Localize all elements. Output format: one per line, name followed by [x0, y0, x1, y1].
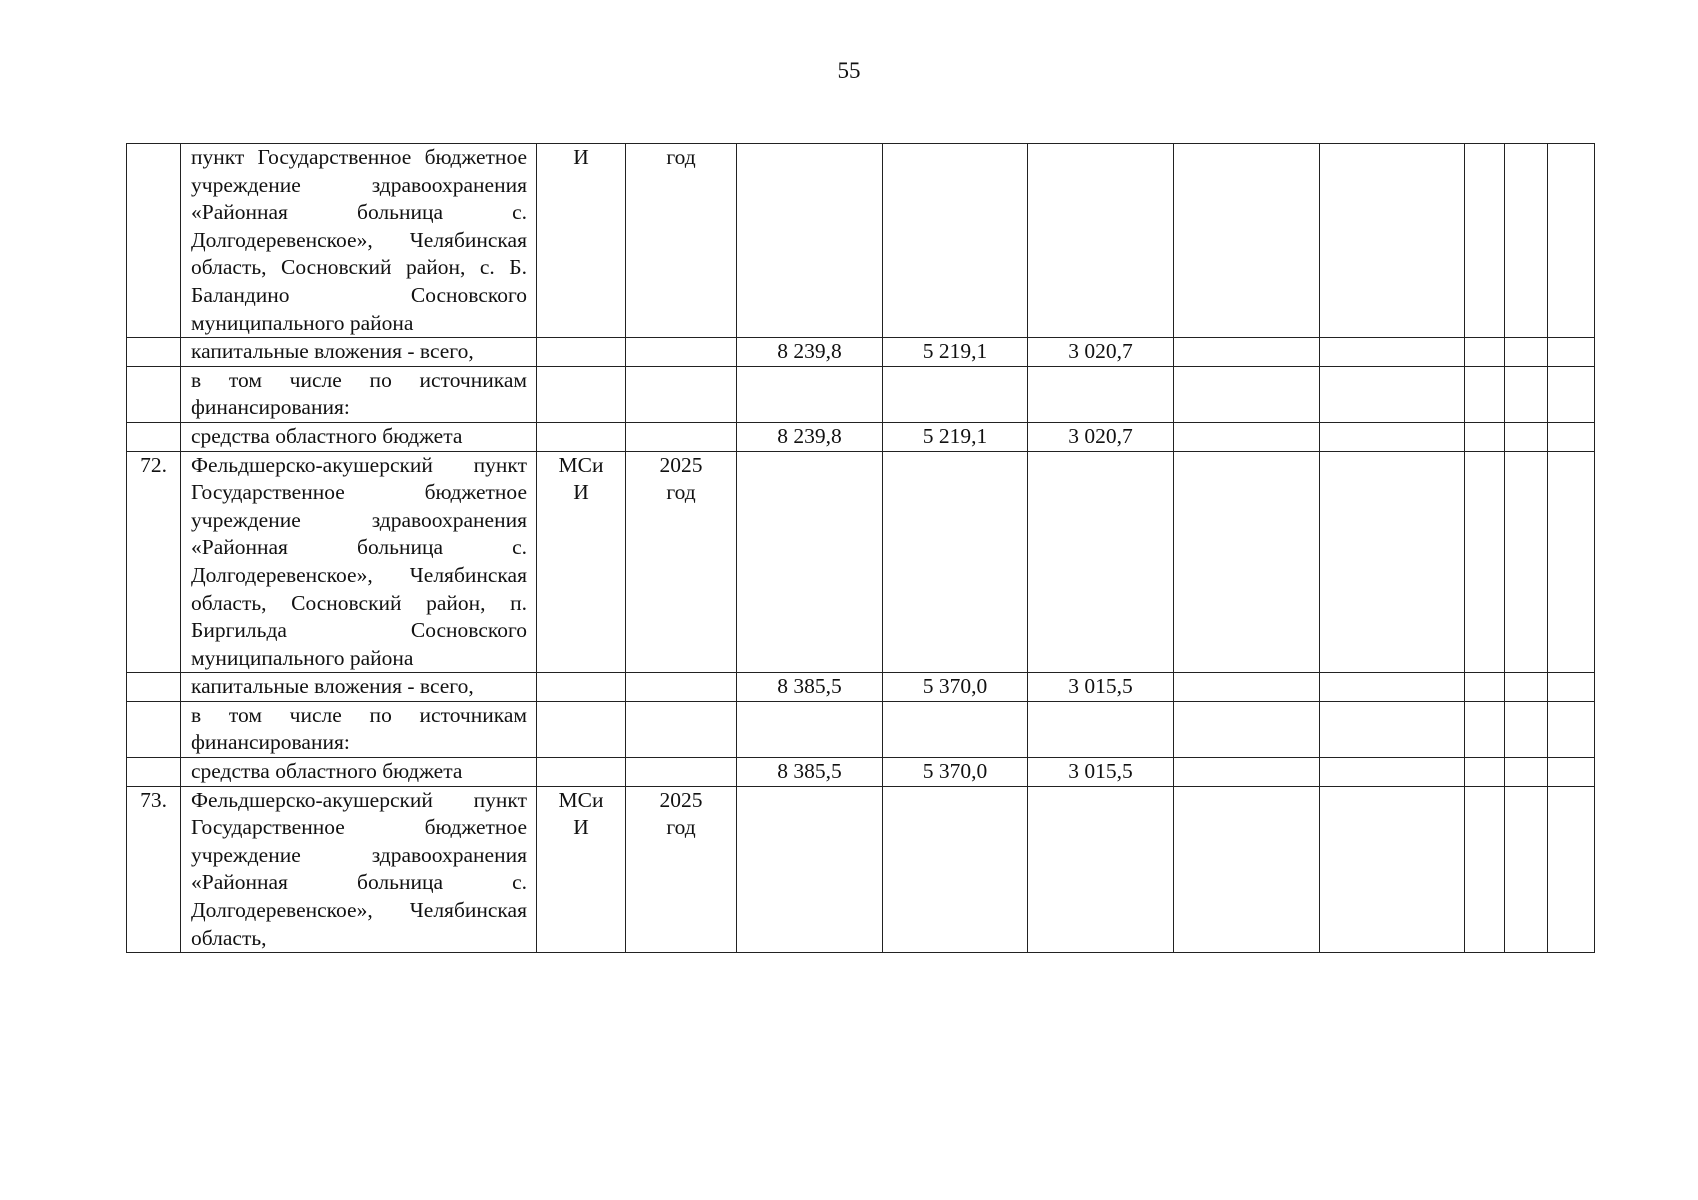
- table-row: [127, 144, 1595, 338]
- row-number-cell: [127, 338, 181, 367]
- row-description-cell: пункт Государственное бюджетное учреждение здравоохранения «Районная больница с. Долгодеревенское», Челябинская область, Сосновский район, с. Б. Баландино Сосновского муниципального района: [181, 144, 537, 338]
- row-number-cell: 72.: [127, 451, 181, 673]
- empty-cell: [1320, 144, 1465, 338]
- empty-cell: [1505, 144, 1548, 338]
- row-description-cell: капитальные вложения - всего,: [181, 338, 537, 367]
- empty-cell: [1505, 366, 1548, 422]
- empty-cell: [1505, 701, 1548, 757]
- empty-cell: [1505, 451, 1548, 673]
- empty-cell: [1548, 366, 1595, 422]
- empty-cell: [1465, 338, 1505, 367]
- cell-line: год: [666, 480, 696, 505]
- table-row: [127, 673, 1595, 702]
- row-code-cell: [537, 451, 626, 673]
- value-2026-cell: 3 020,7: [1028, 422, 1174, 451]
- table-row: [127, 701, 1595, 757]
- empty-cell: [1320, 451, 1465, 673]
- row-description-cell: в том числе по источникам финансирования:: [181, 366, 537, 422]
- empty-cell: [1465, 758, 1505, 787]
- row-code-cell: [537, 338, 626, 367]
- value-2025-cell: [883, 144, 1028, 338]
- empty-cell: [1505, 422, 1548, 451]
- empty-cell: [1465, 786, 1505, 953]
- empty-cell: [1465, 701, 1505, 757]
- value-2025-cell: 5 370,0: [883, 758, 1028, 787]
- empty-cell: [1174, 451, 1320, 673]
- cell-line: 2025: [659, 787, 703, 812]
- value-total-cell: [737, 451, 883, 673]
- row-year-cell: год: [626, 144, 737, 338]
- empty-cell: [1548, 144, 1595, 338]
- value-2025-cell: [883, 701, 1028, 757]
- empty-cell: [1320, 338, 1465, 367]
- empty-cell: [1174, 366, 1320, 422]
- empty-cell: [1320, 701, 1465, 757]
- value-2026-cell: 3 020,7: [1028, 338, 1174, 367]
- value-2025-cell: [883, 786, 1028, 953]
- empty-cell: [1465, 422, 1505, 451]
- cell-line: год: [666, 815, 696, 840]
- table-row: [127, 758, 1595, 787]
- empty-cell: [1174, 701, 1320, 757]
- row-number-cell: [127, 144, 181, 338]
- row-year-cell: [626, 758, 737, 787]
- empty-cell: [1548, 338, 1595, 367]
- value-2026-cell: [1028, 451, 1174, 673]
- value-2025-cell: 5 219,1: [883, 422, 1028, 451]
- value-total-cell: [737, 144, 883, 338]
- empty-cell: [1320, 786, 1465, 953]
- row-description-cell: средства областного бюджета: [181, 422, 537, 451]
- row-code-cell: [537, 673, 626, 702]
- value-2026-cell: [1028, 701, 1174, 757]
- table-body: [127, 144, 1595, 953]
- value-2026-cell: 3 015,5: [1028, 673, 1174, 702]
- value-2026-cell: 3 015,5: [1028, 758, 1174, 787]
- empty-cell: [1465, 366, 1505, 422]
- table-row: [127, 422, 1595, 451]
- row-description-cell: Фельдшерско-акушерский пункт Государственное бюджетное учреждение здравоохранения «Районная больница с. Долгодеревенское», Челябинская область, Сосновский район, п. Биргильда Сосновского муниципального района: [181, 451, 537, 673]
- value-2025-cell: [883, 366, 1028, 422]
- value-total-cell: 8 239,8: [737, 422, 883, 451]
- row-description-cell: Фельдшерско-акушерский пункт Государственное бюджетное учреждение здравоохранения «Районная больница с. Долгодеревенское», Челябинская область,: [181, 786, 537, 953]
- value-2026-cell: [1028, 144, 1174, 338]
- row-code-cell: И: [537, 144, 626, 338]
- table-row: [127, 451, 1595, 673]
- row-description-cell: средства областного бюджета: [181, 758, 537, 787]
- table-row: [127, 786, 1595, 953]
- value-2025-cell: 5 370,0: [883, 673, 1028, 702]
- empty-cell: [1465, 144, 1505, 338]
- row-number-cell: [127, 673, 181, 702]
- cell-line: МСи: [558, 787, 604, 812]
- empty-cell: [1174, 338, 1320, 367]
- value-2025-cell: 5 219,1: [883, 338, 1028, 367]
- row-year-cell: [626, 673, 737, 702]
- value-2026-cell: [1028, 366, 1174, 422]
- value-total-cell: [737, 366, 883, 422]
- row-year-cell: [626, 366, 737, 422]
- value-total-cell: [737, 701, 883, 757]
- empty-cell: [1548, 673, 1595, 702]
- row-year-cell: [626, 451, 737, 673]
- row-code-cell: [537, 422, 626, 451]
- page-number: 55: [837, 58, 861, 83]
- empty-cell: [1174, 758, 1320, 787]
- row-year-cell: [626, 422, 737, 451]
- cell-line: 2025: [659, 452, 703, 477]
- empty-cell: [1174, 673, 1320, 702]
- row-year-cell: [626, 701, 737, 757]
- empty-cell: [1174, 786, 1320, 953]
- cell-line: МСи: [558, 452, 604, 477]
- row-code-cell: [537, 758, 626, 787]
- row-year-cell: [626, 338, 737, 367]
- empty-cell: [1505, 673, 1548, 702]
- cell-line: И: [573, 480, 589, 505]
- investment-table: [126, 143, 1595, 953]
- row-description-cell: в том числе по источникам финансирования:: [181, 701, 537, 757]
- empty-cell: [1320, 758, 1465, 787]
- empty-cell: [1548, 758, 1595, 787]
- empty-cell: [1465, 451, 1505, 673]
- table-row: [127, 366, 1595, 422]
- row-code-cell: [537, 366, 626, 422]
- empty-cell: [1174, 144, 1320, 338]
- empty-cell: [1174, 422, 1320, 451]
- empty-cell: [1548, 786, 1595, 953]
- row-year-cell: [626, 786, 737, 953]
- value-2026-cell: [1028, 786, 1174, 953]
- row-description-cell: капитальные вложения - всего,: [181, 673, 537, 702]
- row-number-cell: [127, 366, 181, 422]
- value-2025-cell: [883, 451, 1028, 673]
- empty-cell: [1505, 758, 1548, 787]
- empty-cell: [1320, 366, 1465, 422]
- empty-cell: [1465, 673, 1505, 702]
- empty-cell: [1320, 422, 1465, 451]
- empty-cell: [1548, 701, 1595, 757]
- cell-line: И: [573, 815, 589, 840]
- empty-cell: [1505, 786, 1548, 953]
- value-total-cell: [737, 786, 883, 953]
- row-number-cell: [127, 758, 181, 787]
- row-code-cell: [537, 701, 626, 757]
- empty-cell: [1548, 422, 1595, 451]
- value-total-cell: 8 385,5: [737, 673, 883, 702]
- row-number-cell: 73.: [127, 786, 181, 953]
- empty-cell: [1505, 338, 1548, 367]
- row-code-cell: [537, 786, 626, 953]
- value-total-cell: 8 385,5: [737, 758, 883, 787]
- empty-cell: [1320, 673, 1465, 702]
- row-number-cell: [127, 701, 181, 757]
- row-number-cell: [127, 422, 181, 451]
- empty-cell: [1548, 451, 1595, 673]
- value-total-cell: 8 239,8: [737, 338, 883, 367]
- table-row: [127, 338, 1595, 367]
